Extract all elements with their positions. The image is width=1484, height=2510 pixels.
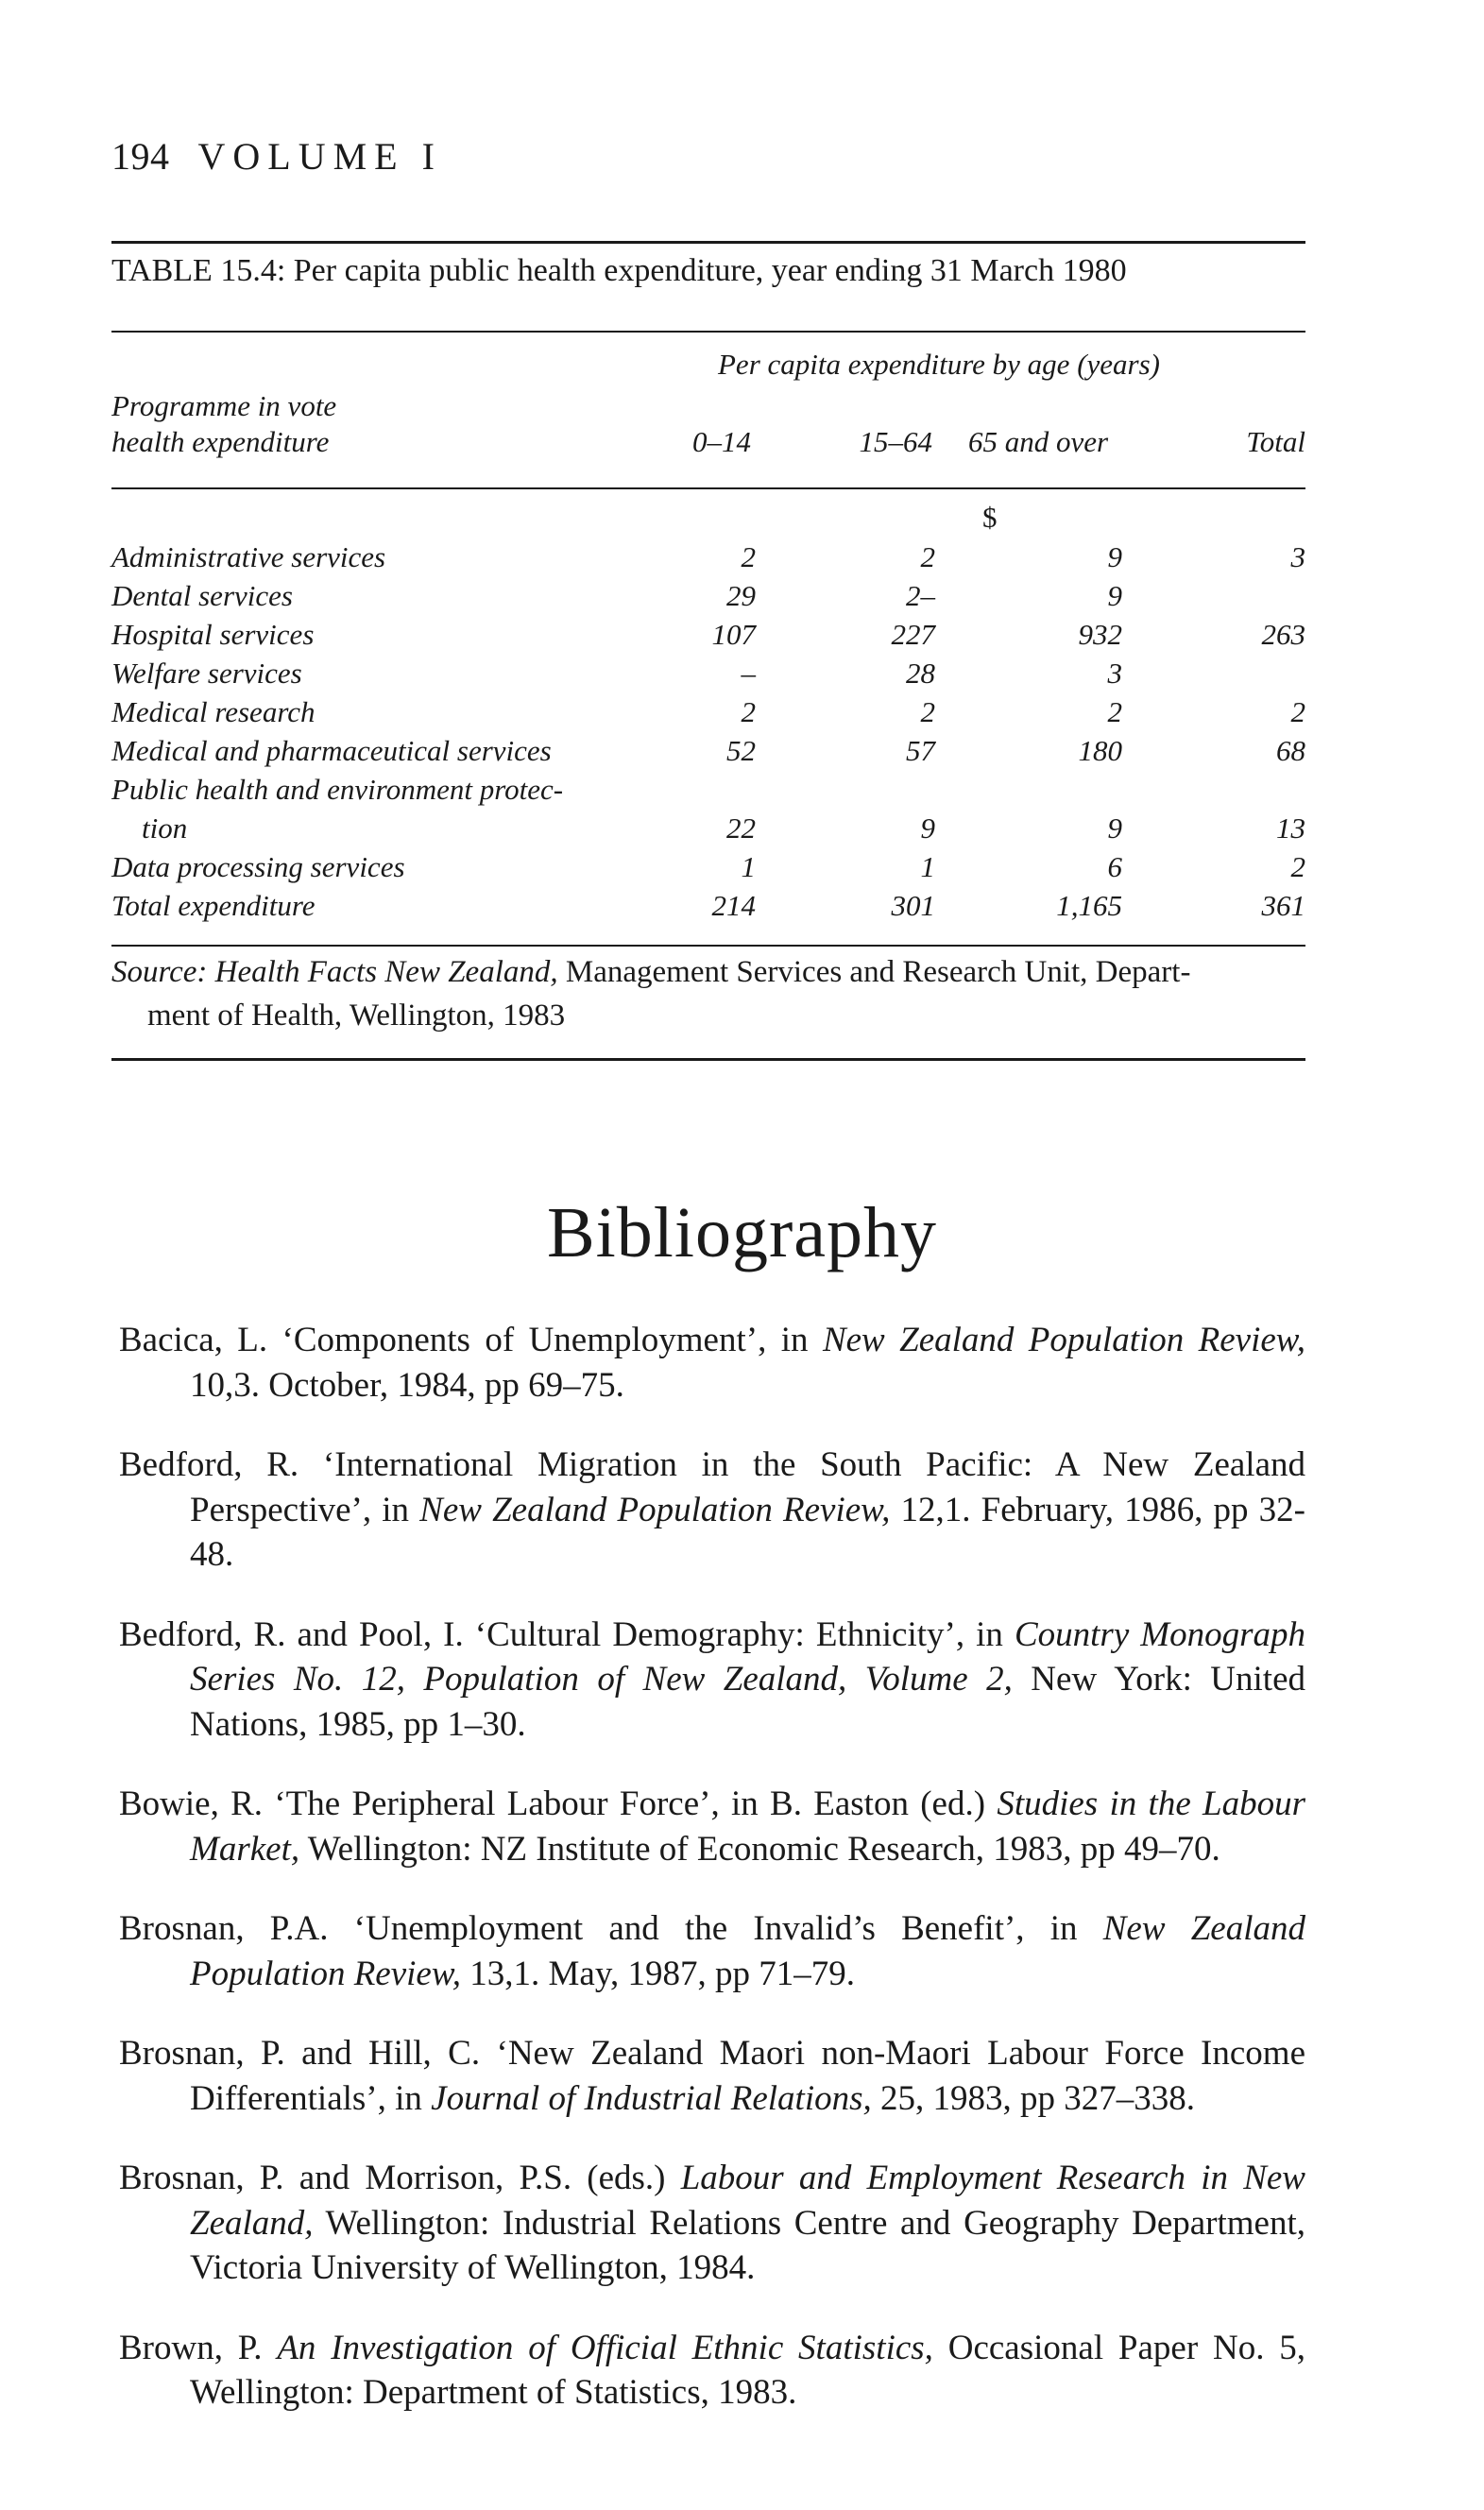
row-label-continuation: tion [142, 811, 188, 845]
cell-value: – [741, 657, 756, 690]
cell-value: 2 [1107, 695, 1122, 728]
cell-value: 2 [741, 540, 756, 573]
cell-value: 263 [1261, 618, 1305, 651]
volume-label: VOLUME I [197, 135, 442, 178]
cell-value: 301 [891, 889, 935, 922]
bibliography-entry: Brosnan, P.A. ‘Unemployment and the Invalid’s Benefit’, in New Zealand Population Review, 13,1. May, 1987, pp 71–79. [119, 1909, 1305, 1993]
page-number: 194 [111, 135, 170, 178]
running-head [111, 134, 442, 179]
cell-value: 1 [920, 850, 935, 883]
cell-value: 107 [711, 618, 756, 651]
bibliography-entry: Brown, P. An Investigation of Official Ethnic Statistics, Occasional Paper No. 5, Wellington: Department of Statistics, 1983. [119, 2328, 1306, 2412]
cell-value: 52 [726, 734, 756, 767]
table-header-top-rule [111, 331, 1305, 333]
row-label: Dental services [111, 579, 293, 612]
table-caption: TABLE 15.4: Per capita public health expenditure, year ending 31 March 1980 [111, 253, 1127, 288]
cell-value: 28 [906, 657, 935, 690]
cell-value: 227 [891, 618, 935, 651]
column-header-total: Total [1246, 425, 1305, 458]
cell-value: 29 [726, 579, 756, 612]
row-label: Medical research [111, 695, 316, 728]
row-label-header-line1: Programme in vote [111, 389, 337, 422]
bibliography-entry: Bedford, R. ‘International Migration in the South Pacific: A New Zealand Perspective’, in New Zealand Population Review, 12,1. February, 1986, pp 32-48. [119, 1445, 1305, 1574]
cell-value: 1,165 [1056, 889, 1122, 922]
row-label: Data processing services [111, 850, 405, 883]
cell-value: 9 [1107, 579, 1122, 612]
cell-value: 9 [920, 811, 935, 845]
bibliography-heading: Bibliography [546, 1193, 938, 1272]
source-prefix: Source: [111, 955, 208, 989]
cell-value: 13 [1276, 811, 1305, 845]
row-label: Administrative services [111, 540, 386, 573]
cell-value: 3 [1290, 540, 1305, 573]
cell-value: 3 [1107, 657, 1122, 690]
cell-value: 2 [1290, 695, 1305, 728]
source-rest: Management Services and Research Unit, Depart- [565, 955, 1191, 989]
cell-value: 9 [1107, 540, 1122, 573]
cell-value: 932 [1078, 618, 1122, 651]
bibliography-entry: Brosnan, P. and Hill, C. ‘New Zealand Maori non-Maori Labour Force Income Differentials’, in Journal of Industrial Relations, 25, 1983, pp 327–338. [119, 2034, 1305, 2118]
row-label: Medical and pharmaceutical services [111, 734, 552, 767]
bibliography-entry: Bowie, R. ‘The Peripheral Labour Force’, in B. Easton (ed.) Studies in the Labour Market, Wellington: NZ Institute of Economic Research, 1983, pp 49–70. [119, 1784, 1305, 1869]
row-label-header-line2: health expenditure [111, 425, 330, 458]
table-header-bottom-rule [111, 487, 1305, 489]
cell-value: 9 [1107, 811, 1122, 845]
row-label: Welfare services [111, 657, 302, 690]
table-body-bottom-rule [111, 945, 1305, 947]
column-spanner-header: Per capita expenditure by age (years) [718, 348, 1160, 381]
cell-value: 1 [741, 850, 756, 883]
cell-value: 57 [906, 734, 935, 767]
bibliography-entry: Bacica, L. ‘Components of Unemployment’, in New Zealand Population Review, 10,3. October, 1984, pp 69–75. [119, 1321, 1305, 1405]
cell-value: 2 [741, 695, 756, 728]
row-label: Public health and environment protec- [111, 773, 564, 806]
cell-value: 68 [1276, 734, 1305, 767]
source-line2: ment of Health, Wellington, 1983 [147, 999, 566, 1033]
cell-value: 22 [726, 811, 756, 845]
bibliography-list [119, 1318, 1305, 2428]
column-header-0-14: 0–14 [692, 425, 751, 458]
bibliography-entry: Brosnan, P. and Morrison, P.S. (eds.) Labour and Employment Research in New Zealand, Wellington: Industrial Relations Centre and Geography Department, Victoria University of Wellington, 1984. [119, 2159, 1305, 2287]
table-top-rule [111, 241, 1305, 244]
column-header-15-64: 15–64 [859, 425, 932, 458]
row-label: Hospital services [111, 618, 315, 651]
cell-value: 2 [920, 695, 935, 728]
cell-value: 2 [1290, 850, 1305, 883]
cell-value: 361 [1261, 889, 1305, 922]
cell-value: 214 [711, 889, 756, 922]
table-bottom-rule [111, 1058, 1305, 1061]
table-source-note [111, 950, 1305, 1037]
row-label: Total expenditure [111, 889, 316, 922]
unit-label: $ [982, 501, 998, 534]
source-title: Health Facts New Zealand, [214, 955, 558, 989]
cell-value: 6 [1107, 850, 1122, 883]
bibliography-entry: Bedford, R. and Pool, I. ‘Cultural Demography: Ethnicity’, in Country Monograph Series No. 12, Population of New Zealand, Volume 2, New York: United Nations, 1985, pp 1–30. [119, 1614, 1306, 1744]
cell-value: 2 [920, 540, 935, 573]
cell-value: 180 [1078, 734, 1122, 767]
column-header-65-and-over: 65 and over [968, 425, 1109, 458]
cell-value: 2– [906, 579, 935, 612]
